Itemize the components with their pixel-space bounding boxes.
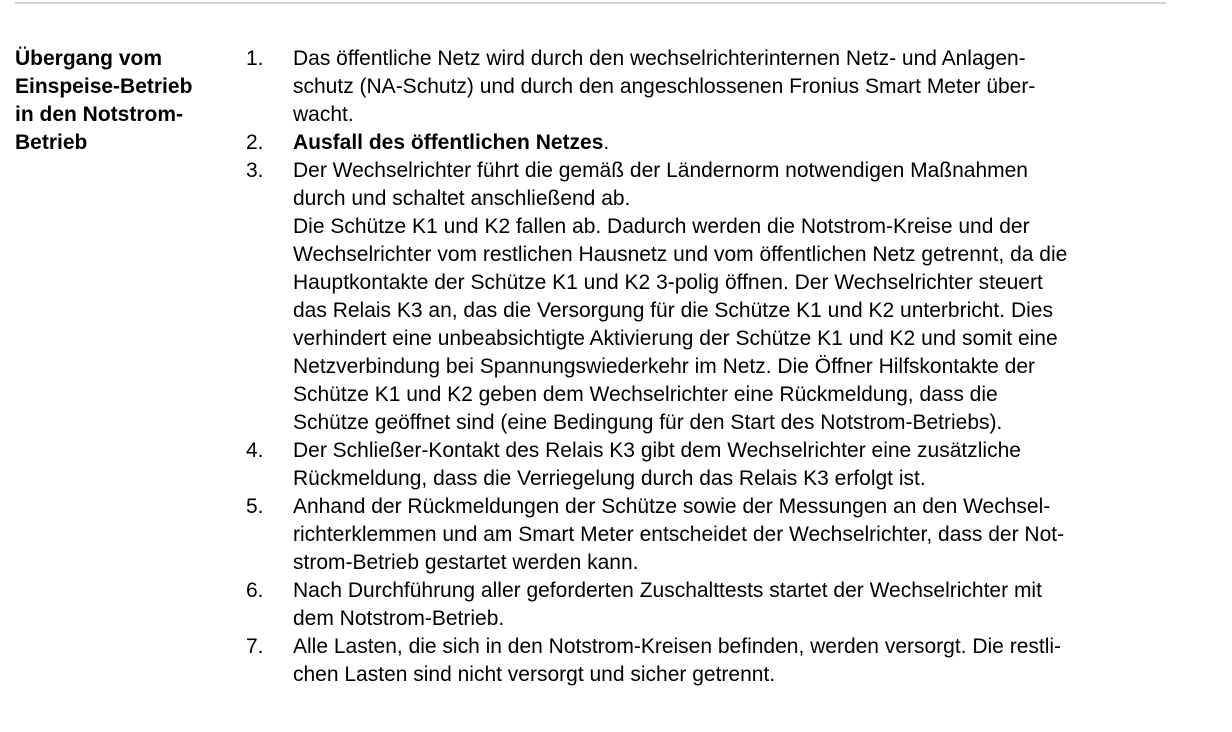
procedure-steps: [246, 45, 1176, 689]
step-text-line: [293, 129, 1176, 157]
step-number: 3.: [246, 159, 264, 182]
step-text-line: chen Lasten sind nicht versorgt und sicher getrennt.: [293, 663, 776, 686]
step-3: [246, 157, 1176, 437]
section-heading-line: in den Notstrom-: [15, 103, 183, 126]
step-text-line: Wechselrichter vom restlichen Hausnetz und vom öffentlichen Netz getrennt, da die: [293, 243, 1068, 266]
step-text-line: Der Schließer-Kontakt des Relais K3 gibt dem Wechselrichter eine zusätzliche: [293, 439, 1021, 462]
step-number: 1.: [246, 47, 264, 70]
step-2: [246, 129, 1176, 157]
step-text-line: Schütze geöffnet sind (eine Bedingung für den Start des Notstrom-Betriebs).: [293, 411, 1003, 434]
step-text-line: schutz (NA-Schutz) und durch den angeschlossenen Fronius Smart Meter über-: [293, 75, 1036, 98]
step-text-line: Der Wechselrichter führt die gemäß der Ländernorm notwendigen Maßnahmen: [293, 159, 1028, 182]
step-number: 2.: [246, 131, 264, 154]
step-6: [246, 577, 1176, 633]
step-5: [246, 493, 1176, 577]
step-number: 6.: [246, 579, 264, 602]
step-text-line: durch und schaltet anschließend ab.: [293, 187, 631, 210]
step-text-line: Anhand der Rückmeldungen der Schütze sowie der Messungen an den Wechsel-: [293, 495, 1051, 518]
section-heading-line: Übergang vom: [15, 47, 163, 70]
top-divider: [15, 2, 1166, 4]
step-text-line: Nach Durchführung aller geforderten Zuschalttests startet der Wechselrichter mit: [293, 579, 1042, 602]
step-text-line: strom-Betrieb gestartet werden kann.: [293, 551, 639, 574]
step-7: [246, 633, 1176, 689]
section-heading-line: Einspeise-Betrieb: [15, 75, 193, 98]
step-emphasis: Ausfall des öffentlichen Netzes: [293, 131, 604, 154]
step-text-line: richterklemmen und am Smart Meter entscheidet der Wechselrichter, dass der Not-: [293, 523, 1065, 546]
step-text-line: das Relais K3 an, das die Versorgung für die Schütze K1 und K2 unterbricht. Dies: [293, 299, 1053, 322]
step-text-line: dem Notstrom-Betrieb.: [293, 607, 505, 630]
step-text-line: Netzverbindung bei Spannungswiederkehr im Netz. Die Öffner Hilfskontakte der: [293, 355, 1035, 378]
step-punctuation: .: [603, 131, 610, 154]
step-number: 4.: [246, 439, 264, 462]
step-text-line: Alle Lasten, die sich in den Notstrom-Kreisen befinden, werden versorgt. Die restli-: [293, 635, 1062, 658]
step-text-line: wacht.: [293, 103, 354, 126]
step-1: [246, 45, 1176, 129]
step-text-line: Rückmeldung, dass die Verriegelung durch das Relais K3 erfolgt ist.: [293, 467, 926, 490]
step-text-line: Das öffentliche Netz wird durch den wechselrichterinternen Netz- und Anlagen-: [293, 47, 1026, 70]
step-number: 7.: [246, 635, 264, 658]
step-number: 5.: [246, 495, 264, 518]
section-heading: [15, 45, 230, 157]
step-text-line: Hauptkontakte der Schütze K1 und K2 3-polig öffnen. Der Wechselrichter steuert: [293, 271, 1043, 294]
step-text-line: verhindert eine unbeabsichtigte Aktivierung der Schütze K1 und K2 und somit eine: [293, 327, 1058, 350]
step-text-line: Die Schütze K1 und K2 fallen ab. Dadurch werden die Notstrom-Kreise und der: [293, 215, 1030, 238]
section-heading-line: Betrieb: [15, 131, 88, 154]
step-4: [246, 437, 1176, 493]
step-text-line: Schütze K1 und K2 geben dem Wechselrichter eine Rückmeldung, dass die: [293, 383, 998, 406]
